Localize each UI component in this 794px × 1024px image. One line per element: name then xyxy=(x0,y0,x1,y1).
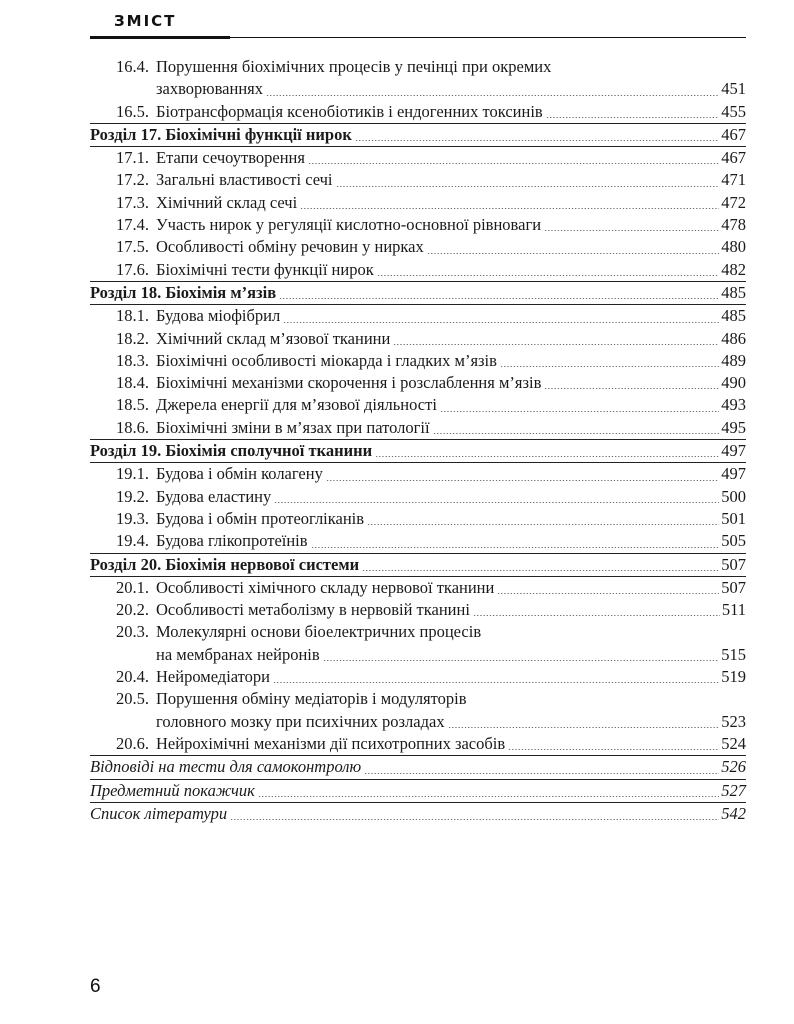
dot-leader xyxy=(266,95,719,96)
toc-number: 18.3. xyxy=(116,350,149,370)
toc-subsection xyxy=(90,417,746,440)
toc-page-number: 507 xyxy=(721,577,746,597)
toc-number: 17.2. xyxy=(116,170,149,190)
toc-subsection xyxy=(90,305,746,327)
toc-subsection xyxy=(90,666,746,688)
dot-leader xyxy=(546,117,720,118)
toc-page-number: 485 xyxy=(721,282,746,302)
dot-leader xyxy=(393,344,719,345)
toc-title-continued: головного мозку при психічних розладах xyxy=(156,711,445,731)
toc-title: Предметний покажчик xyxy=(90,780,255,800)
toc-number: 17.6. xyxy=(116,259,149,279)
toc-page-number: 486 xyxy=(721,328,746,348)
toc-page-number: 505 xyxy=(721,531,746,551)
toc-page-number: 507 xyxy=(721,554,746,574)
toc-page-number: 524 xyxy=(721,733,746,753)
dot-leader xyxy=(544,230,719,231)
toc-number: 20.1. xyxy=(116,577,149,597)
toc-number: 16.4. xyxy=(116,57,149,76)
dot-leader xyxy=(364,773,719,774)
dot-leader xyxy=(375,456,719,457)
toc-appendix xyxy=(90,756,746,779)
dot-leader xyxy=(300,208,719,209)
dot-leader xyxy=(283,322,719,323)
toc-title: Відповіді на тести для самоконтролю xyxy=(90,757,362,777)
toc-title: Біохімічні механізми скорочення і розслаблення м’язів xyxy=(156,373,542,393)
toc-number: 18.2. xyxy=(116,328,149,348)
dot-leader xyxy=(311,547,720,548)
toc-page-number: 542 xyxy=(721,803,746,823)
dot-leader xyxy=(367,524,719,525)
toc-subsection xyxy=(90,688,746,733)
toc-subsection xyxy=(90,530,746,553)
toc-subsection xyxy=(90,192,746,214)
toc-subsection xyxy=(90,599,746,621)
toc-subsection xyxy=(90,733,746,756)
dot-leader xyxy=(279,298,719,299)
page-header xyxy=(90,12,746,38)
toc-title: Біохімічні тести функції нирок xyxy=(156,259,374,279)
header-rule-thick xyxy=(90,36,230,39)
toc-title: Хімічний склад сечі xyxy=(156,192,298,212)
toc-title: Джерела енергії для м’язової діяльності xyxy=(156,395,437,415)
toc-title: Порушення обміну медіаторів і модуляторів xyxy=(156,689,467,709)
toc-section xyxy=(90,124,746,147)
toc-title: Особливості обміну речовин у нирках xyxy=(156,237,424,257)
toc-page-number: 523 xyxy=(721,711,746,731)
toc-appendix xyxy=(90,780,746,803)
toc-title: Молекулярні основи біоелектричних процесів xyxy=(156,622,482,642)
toc-page-number: 501 xyxy=(721,508,746,528)
toc-title: Порушення біохімічних процесів у печінці при окремих xyxy=(156,57,552,76)
toc-page-number: 527 xyxy=(721,780,746,800)
toc-number: 17.4. xyxy=(116,215,149,235)
toc-page-number: 493 xyxy=(721,395,746,415)
toc-title: Нейромедіатори xyxy=(156,667,271,687)
toc-title: Розділ 18. Біохімія м’язів xyxy=(90,282,277,302)
toc-title: Біохімічні зміни в м’язах при патології xyxy=(156,417,430,437)
toc-title: Участь нирок у регуляції кислотно-основної рівноваги xyxy=(156,215,542,235)
toc-page-number: 500 xyxy=(721,486,746,506)
toc-page-number: 485 xyxy=(721,306,746,326)
dot-leader xyxy=(497,593,719,594)
dot-leader xyxy=(440,411,719,412)
toc-subsection xyxy=(90,394,746,416)
toc-section xyxy=(90,440,746,463)
toc-page-number: 471 xyxy=(721,170,746,190)
toc-subsection xyxy=(90,508,746,530)
toc-title: Нейрохімічні механізми дії психотропних засобів xyxy=(156,733,506,753)
toc-title: Будова і обмін колагену xyxy=(156,464,323,484)
toc-title: Будова і обмін протеогліканів xyxy=(156,508,365,528)
toc-subsection xyxy=(90,214,746,236)
toc-page-number: 515 xyxy=(721,644,746,664)
toc-title: Хімічний склад м’язової тканини xyxy=(156,328,391,348)
toc-number: 16.5. xyxy=(116,101,149,121)
toc-subsection xyxy=(90,577,746,599)
toc-title: Будова глікопротеїнів xyxy=(156,531,308,551)
toc-number: 20.6. xyxy=(116,733,149,753)
toc-number: 20.2. xyxy=(116,600,149,620)
dot-leader xyxy=(308,163,719,164)
toc-page-number: 526 xyxy=(721,757,746,777)
toc-number: 20.3. xyxy=(116,622,149,642)
header-title: ЗМІСТ xyxy=(114,12,177,30)
toc-page-number: 472 xyxy=(721,192,746,212)
toc-subsection xyxy=(90,486,746,508)
toc-title: Будова міофібрил xyxy=(156,306,281,326)
dot-leader xyxy=(273,682,719,683)
toc-number: 19.1. xyxy=(116,464,149,484)
dot-leader xyxy=(448,727,720,728)
toc-title: Біохімічні особливості міокарда і гладких м’язів xyxy=(156,350,497,370)
dot-leader xyxy=(544,388,719,389)
toc-subsection xyxy=(90,236,746,258)
toc-section xyxy=(90,554,746,577)
toc-title: Будова еластину xyxy=(156,486,272,506)
toc-subsection xyxy=(90,372,746,394)
toc-title: Біотрансформація ксенобіотиків і ендогенних токсинів xyxy=(156,101,543,121)
toc-subsection xyxy=(90,101,746,124)
toc-number: 17.3. xyxy=(116,192,149,212)
dot-leader xyxy=(258,796,719,797)
toc-number: 18.4. xyxy=(116,373,149,393)
toc-title-continued: на мембранах нейронів xyxy=(156,644,320,664)
toc-page-number: 467 xyxy=(721,148,746,168)
dot-leader xyxy=(427,253,720,254)
toc-page-number: 495 xyxy=(721,417,746,437)
toc-number: 17.1. xyxy=(116,148,149,168)
toc-page-number: 490 xyxy=(721,373,746,393)
dot-leader xyxy=(323,660,720,661)
toc-number: 20.5. xyxy=(116,689,149,709)
table-of-contents xyxy=(90,56,746,825)
toc-title: Етапи сечоутворення xyxy=(156,148,305,168)
toc-number: 19.4. xyxy=(116,531,149,551)
dot-leader xyxy=(433,433,720,434)
toc-subsection xyxy=(90,621,746,666)
toc-page-number: 455 xyxy=(721,101,746,121)
toc-number: 20.4. xyxy=(116,667,149,687)
toc-number: 19.2. xyxy=(116,486,149,506)
dot-leader xyxy=(355,140,719,141)
toc-page-number: 467 xyxy=(721,124,746,144)
toc-subsection xyxy=(90,147,746,169)
toc-title: Розділ 19. Біохімія сполучної тканини xyxy=(90,441,373,461)
toc-page-number: 497 xyxy=(721,464,746,484)
toc-section xyxy=(90,282,746,305)
toc-number: 18.1. xyxy=(116,306,149,326)
toc-number: 19.3. xyxy=(116,508,149,528)
toc-title: Загальні властивості сечі xyxy=(156,170,333,190)
toc-title-continued: захворюваннях xyxy=(156,79,263,99)
dot-leader xyxy=(377,275,720,276)
dot-leader xyxy=(500,366,719,367)
dot-leader xyxy=(508,749,719,750)
toc-subsection xyxy=(90,328,746,350)
toc-page-number: 511 xyxy=(721,600,746,620)
toc-title: Особливості метаболізму в нервовій тканині xyxy=(156,600,470,620)
dot-leader xyxy=(362,570,719,571)
toc-number: 18.6. xyxy=(116,417,149,437)
header-rule-thin xyxy=(230,37,746,38)
toc-appendix xyxy=(90,803,746,825)
toc-subsection xyxy=(90,56,746,101)
toc-page-number: 480 xyxy=(721,237,746,257)
dot-leader xyxy=(336,186,720,187)
toc-title: Розділ 17. Біохімічні функції нирок xyxy=(90,124,352,144)
toc-page-number: 489 xyxy=(721,350,746,370)
toc-page-number: 497 xyxy=(721,441,746,461)
toc-title: Список літератури xyxy=(90,803,228,823)
dot-leader xyxy=(473,615,720,616)
toc-page-number: 478 xyxy=(721,215,746,235)
toc-number: 18.5. xyxy=(116,395,149,415)
toc-subsection xyxy=(90,463,746,485)
dot-leader xyxy=(230,819,719,820)
dot-leader xyxy=(274,502,719,503)
page-number: 6 xyxy=(90,976,101,997)
toc-title: Особливості хімічного складу нервової тканини xyxy=(156,577,495,597)
toc-page-number: 519 xyxy=(721,667,746,687)
toc-number: 17.5. xyxy=(116,237,149,257)
toc-page-number: 451 xyxy=(721,79,746,99)
toc-subsection xyxy=(90,259,746,282)
dot-leader xyxy=(326,480,719,481)
toc-page-number: 482 xyxy=(721,259,746,279)
toc-title: Розділ 20. Біохімія нервової системи xyxy=(90,554,360,574)
toc-subsection xyxy=(90,350,746,372)
toc-subsection xyxy=(90,169,746,191)
